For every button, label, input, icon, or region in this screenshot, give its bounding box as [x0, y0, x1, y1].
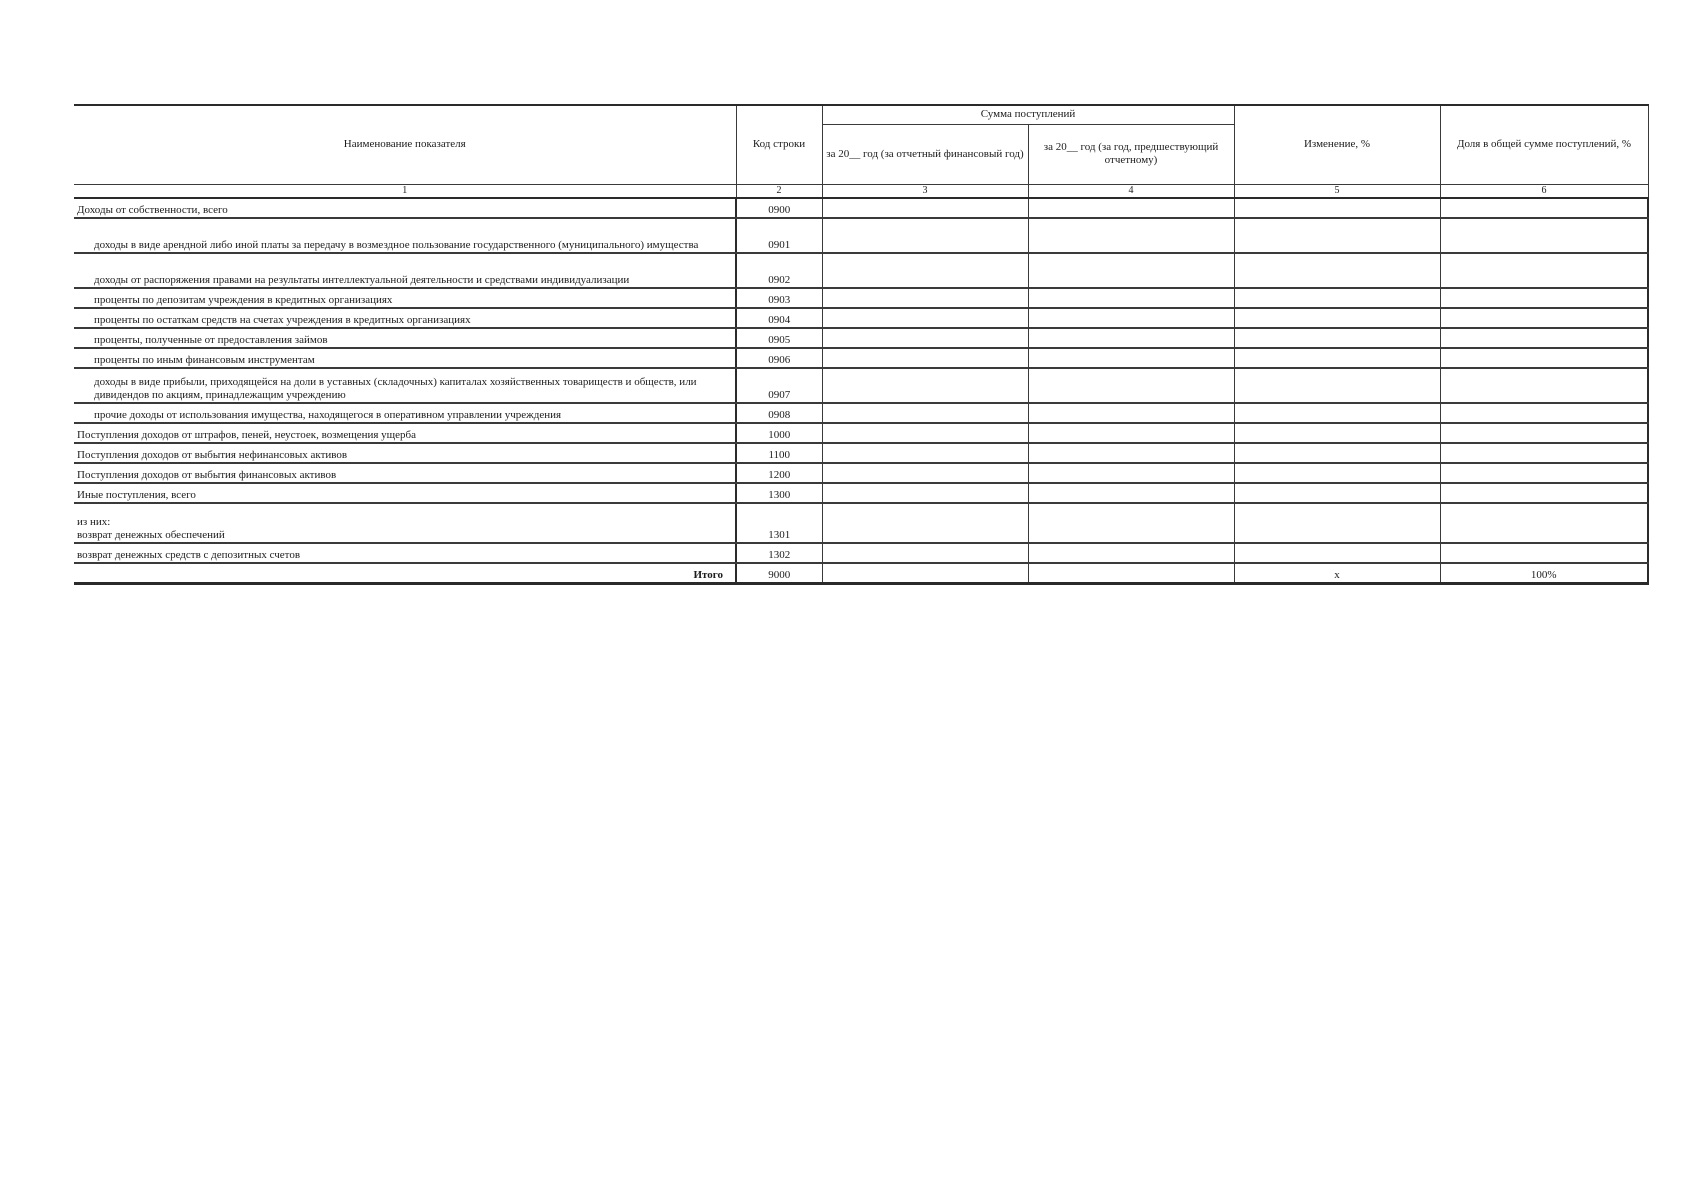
header-current-year: за 20__ год (за отчетный финансовый год)	[822, 124, 1028, 184]
table-row	[74, 463, 1648, 483]
previous-year-cell	[1028, 308, 1234, 328]
current-year-cell	[822, 253, 1028, 288]
current-year-cell	[822, 198, 1028, 218]
change-cell	[1234, 328, 1440, 348]
row-code: 0904	[736, 308, 822, 328]
current-year-cell	[822, 443, 1028, 463]
share-cell	[1440, 198, 1648, 218]
column-number: 2	[736, 184, 822, 198]
total-current-year	[822, 563, 1028, 583]
row-code: 0906	[736, 348, 822, 368]
row-name: Поступления доходов от выбытия финансовых активов	[74, 463, 736, 483]
previous-year-cell	[1028, 253, 1234, 288]
change-cell	[1234, 423, 1440, 443]
current-year-cell	[822, 308, 1028, 328]
change-cell	[1234, 543, 1440, 563]
row-name: доходы от распоряжения правами на результаты интеллектуальной деятельности и средствами индивидуализации	[74, 253, 736, 288]
change-cell	[1234, 218, 1440, 253]
row-code: 0903	[736, 288, 822, 308]
share-cell	[1440, 368, 1648, 403]
change-cell	[1234, 348, 1440, 368]
row-code: 0908	[736, 403, 822, 423]
row-name: Иные поступления, всего	[74, 483, 736, 503]
change-cell	[1234, 368, 1440, 403]
income-table	[74, 104, 1649, 585]
total-code: 9000	[736, 563, 822, 583]
change-cell	[1234, 443, 1440, 463]
total-share: 100%	[1440, 563, 1648, 583]
table-row	[74, 368, 1648, 403]
row-name-prefix: из них:	[77, 516, 111, 528]
current-year-cell	[822, 543, 1028, 563]
header-change: Изменение, %	[1234, 105, 1440, 184]
row-name: доходы в виде прибыли, приходящейся на доли в уставных (складочных) капиталах хозяйственных товариществ и обществ, или дивидендов по акциям, принадлежащим учреждению	[74, 368, 736, 403]
row-name: возврат денежных средств с депозитных счетов	[74, 543, 736, 563]
header-previous-year: за 20__ год (за год, предшествующий отчетному)	[1028, 124, 1234, 184]
current-year-cell	[822, 288, 1028, 308]
row-code: 0902	[736, 253, 822, 288]
share-cell	[1440, 308, 1648, 328]
share-cell	[1440, 328, 1648, 348]
row-name: Поступления доходов от выбытия нефинансовых активов	[74, 443, 736, 463]
previous-year-cell	[1028, 503, 1234, 543]
share-cell	[1440, 443, 1648, 463]
row-name: проценты по остаткам средств на счетах учреждения в кредитных организациях	[74, 308, 736, 328]
table-row	[74, 503, 1648, 543]
previous-year-cell	[1028, 218, 1234, 253]
previous-year-cell	[1028, 288, 1234, 308]
share-cell	[1440, 483, 1648, 503]
row-code: 0905	[736, 328, 822, 348]
row-name: проценты, полученные от предоставления займов	[74, 328, 736, 348]
table-row	[74, 308, 1648, 328]
change-cell	[1234, 503, 1440, 543]
total-label: Итого	[74, 563, 736, 583]
table-row	[74, 543, 1648, 563]
row-code: 0900	[736, 198, 822, 218]
header-name: Наименование показателя	[74, 105, 736, 184]
row-name: прочие доходы от использования имущества, находящегося в оперативном управлении учреждения	[74, 403, 736, 423]
change-cell	[1234, 288, 1440, 308]
total-previous-year	[1028, 563, 1234, 583]
row-name: Поступления доходов от штрафов, пеней, неустоек, возмещения ущерба	[74, 423, 736, 443]
row-code: 1100	[736, 443, 822, 463]
column-number: 3	[822, 184, 1028, 198]
share-cell	[1440, 543, 1648, 563]
change-cell	[1234, 483, 1440, 503]
previous-year-cell	[1028, 348, 1234, 368]
previous-year-cell	[1028, 368, 1234, 403]
previous-year-cell	[1028, 423, 1234, 443]
current-year-cell	[822, 348, 1028, 368]
column-number: 4	[1028, 184, 1234, 198]
table-row	[74, 288, 1648, 308]
share-cell	[1440, 218, 1648, 253]
table-row	[74, 403, 1648, 423]
column-number: 5	[1234, 184, 1440, 198]
table-row	[74, 198, 1648, 218]
previous-year-cell	[1028, 483, 1234, 503]
table-row	[74, 253, 1648, 288]
row-code: 0907	[736, 368, 822, 403]
previous-year-cell	[1028, 463, 1234, 483]
row-name: проценты по иным финансовым инструментам	[74, 348, 736, 368]
previous-year-cell	[1028, 443, 1234, 463]
current-year-cell	[822, 218, 1028, 253]
row-name: проценты по депозитам учреждения в кредитных организациях	[74, 288, 736, 308]
table-row	[74, 483, 1648, 503]
header-code: Код строки	[736, 105, 822, 184]
previous-year-cell	[1028, 403, 1234, 423]
table-row	[74, 443, 1648, 463]
row-code: 1000	[736, 423, 822, 443]
column-number: 1	[74, 184, 736, 198]
share-cell	[1440, 288, 1648, 308]
table-row	[74, 423, 1648, 443]
change-cell	[1234, 253, 1440, 288]
total-change: х	[1234, 563, 1440, 583]
change-cell	[1234, 463, 1440, 483]
header-share: Доля в общей сумме поступлений, %	[1440, 105, 1648, 184]
share-cell	[1440, 463, 1648, 483]
previous-year-cell	[1028, 198, 1234, 218]
current-year-cell	[822, 403, 1028, 423]
table-row	[74, 218, 1648, 253]
share-cell	[1440, 423, 1648, 443]
row-name	[74, 503, 736, 543]
row-name-main: возврат денежных обеспечений	[77, 529, 225, 541]
row-code: 1300	[736, 483, 822, 503]
current-year-cell	[822, 368, 1028, 403]
share-cell	[1440, 503, 1648, 543]
current-year-cell	[822, 483, 1028, 503]
previous-year-cell	[1028, 543, 1234, 563]
change-cell	[1234, 403, 1440, 423]
previous-year-cell	[1028, 328, 1234, 348]
table-row	[74, 348, 1648, 368]
change-cell	[1234, 198, 1440, 218]
row-name: Доходы от собственности, всего	[74, 198, 736, 218]
table-row	[74, 328, 1648, 348]
share-cell	[1440, 253, 1648, 288]
current-year-cell	[822, 423, 1028, 443]
row-code: 1302	[736, 543, 822, 563]
total-row	[74, 563, 1648, 583]
row-code: 0901	[736, 218, 822, 253]
current-year-cell	[822, 503, 1028, 543]
share-cell	[1440, 348, 1648, 368]
row-name: доходы в виде арендной либо иной платы за передачу в возмездное пользование государственного (муниципального) имущества	[74, 218, 736, 253]
change-cell	[1234, 308, 1440, 328]
row-code: 1301	[736, 503, 822, 543]
row-code: 1200	[736, 463, 822, 483]
share-cell	[1440, 403, 1648, 423]
column-number: 6	[1440, 184, 1648, 198]
current-year-cell	[822, 463, 1028, 483]
current-year-cell	[822, 328, 1028, 348]
header-sum-group: Сумма поступлений	[822, 105, 1234, 124]
